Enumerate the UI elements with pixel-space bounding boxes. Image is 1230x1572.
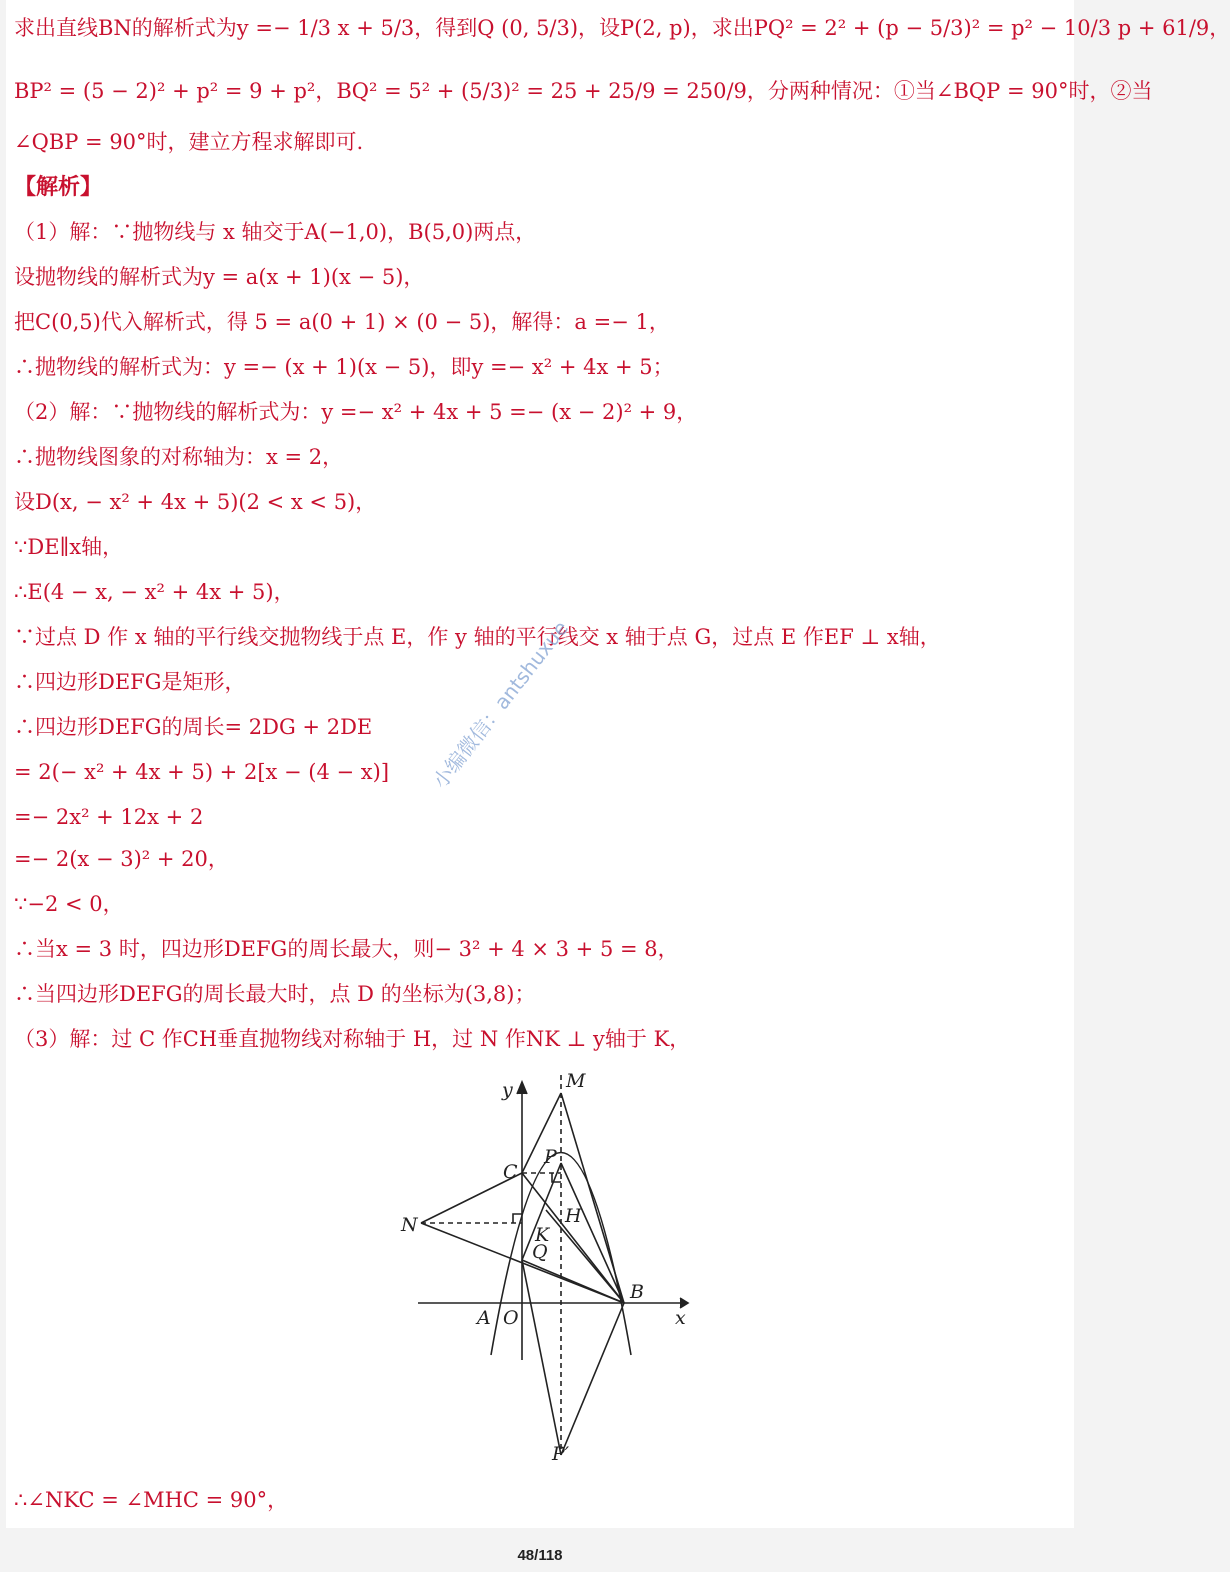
text-line: ∴抛物线的解析式为：y =− (x + 1)(x − 5)，即y =− x² + 4x + 5； — [14, 355, 674, 379]
text-line: 设抛物线的解析式为y = a(x + 1)(x − 5)， — [14, 265, 425, 289]
text-line: ∵−2 < 0， — [14, 892, 124, 916]
text-line: 求出直线BN的解析式为y =− 1/3 x + 5/3，得到Q (0, 5/3)，设P(2, p)，求出PQ² = 2² + (p − 5/3)² = p² − 10/3 p + 61/9， — [14, 16, 1230, 40]
label-a: A — [477, 1307, 491, 1329]
text-line: BP² = (5 − 2)² + p² = 9 + p²，BQ² = 5² + (5/3)² = 25 + 25/9 = 250/9，分两种情况：①当∠BQP = 90°时，②当 — [14, 79, 1153, 103]
label-k: K — [535, 1224, 550, 1246]
label-c: C — [503, 1161, 518, 1183]
geometry-figure — [386, 1060, 706, 1470]
label-y: y — [502, 1079, 513, 1101]
text-line: ∴当x = 3 时，四边形DEFG的周长最大，则− 3² + 4 × 3 + 5 = 8， — [14, 937, 679, 961]
label-b: B — [630, 1281, 644, 1303]
label-h: H — [565, 1205, 582, 1227]
text-line: =− 2(x − 3)² + 20， — [14, 847, 229, 871]
text-line: ∵DE∥x轴， — [14, 535, 124, 559]
text-line: ∴当四边形DEFG的周长最大时，点 D 的坐标为(3,8)； — [14, 982, 536, 1006]
analysis-heading: 【解析】 — [14, 175, 103, 200]
text-line: = 2(− x² + 4x + 5) + 2[x − (4 − x)] — [14, 760, 390, 784]
text-line: ∴四边形DEFG的周长= 2DG + 2DE — [14, 715, 373, 739]
text-line: （3）解：过 C 作CH垂直抛物线对称轴于 H，过 N 作NK ⊥ y轴于 K， — [14, 1027, 691, 1051]
text-line: ∴E(4 − x, − x² + 4x + 5)， — [14, 580, 295, 604]
segment-mb — [561, 1093, 624, 1303]
text-line: ∴∠NKC = ∠MHC = 90°， — [14, 1488, 289, 1512]
label-m: M — [566, 1070, 586, 1092]
text-line: 把C(0,5)代入解析式，得 5 = a(0 + 1) × (0 − 5)，解得：a =− 1， — [14, 310, 670, 334]
text-line: ∴抛物线图象的对称轴为：x = 2， — [14, 445, 344, 469]
segment-p-prime-q — [522, 1260, 561, 1455]
label-p: P — [544, 1146, 557, 1168]
text-line: 设D(x, − x² + 4x + 5)(2 < x < 5)， — [14, 490, 377, 514]
segment-qb — [522, 1260, 624, 1303]
label-n: N — [401, 1214, 418, 1236]
text-line: =− 2x² + 12x + 2 — [14, 805, 204, 829]
text-line: ∴四边形DEFG是矩形， — [14, 670, 246, 694]
text-line: ∵过点 D 作 x 轴的平行线交抛物线于点 E，作 y 轴的平行线交 x 轴于点 G，过点 E 作EF ⊥ x轴， — [14, 625, 941, 649]
watermark-text: 小编微信：antshuxue — [427, 616, 574, 793]
document-page — [6, 0, 1230, 1528]
segment-p-prime-b — [561, 1303, 624, 1455]
y-axis-arrow — [517, 1082, 527, 1094]
text-line: （2）解：∵抛物线的解析式为：y =− x² + 4x + 5 =− (x − 2)² + 9， — [14, 400, 698, 424]
text-line: （1）解：∵抛物线与 x 轴交于A(−1,0)，B(5,0)两点， — [14, 220, 537, 244]
label-x: x — [675, 1307, 686, 1329]
segment-hb — [546, 1210, 624, 1303]
label-p-prime: P′ — [552, 1443, 570, 1465]
label-q: Q — [532, 1241, 548, 1263]
page-number: 48/118 — [517, 1547, 563, 1564]
text-line: ∠QBP = 90°时，建立方程求解即可. — [14, 130, 364, 154]
label-o: O — [503, 1307, 519, 1329]
